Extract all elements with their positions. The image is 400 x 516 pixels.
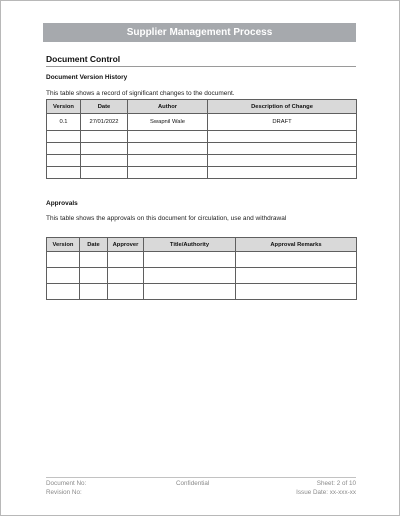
- document-title: Supplier Management Process: [126, 27, 273, 38]
- table-cell: [208, 167, 357, 179]
- footer-classification: Confidential: [176, 480, 210, 487]
- table-cell: [47, 284, 80, 300]
- table-row: [47, 252, 357, 268]
- column-header: Description of Change: [208, 100, 357, 114]
- column-header: Version: [47, 238, 80, 252]
- table-cell: [47, 143, 81, 155]
- table-row: [47, 268, 357, 284]
- table-cell: [80, 284, 108, 300]
- column-header: Title/Authority: [144, 238, 236, 252]
- column-header: Version: [47, 100, 81, 114]
- table-cell: [108, 268, 144, 284]
- table-cell: [108, 252, 144, 268]
- table-cell: 27/01/2022: [81, 114, 128, 131]
- table-row: [47, 114, 357, 131]
- column-header: Approver: [108, 238, 144, 252]
- table-row: [47, 284, 357, 300]
- table-cell: 0.1: [47, 114, 81, 131]
- table-cell: [47, 167, 81, 179]
- table-cell: [236, 268, 357, 284]
- table-cell: [81, 143, 128, 155]
- table-cell: [108, 284, 144, 300]
- table-cell: [236, 284, 357, 300]
- table-cell: [81, 155, 128, 167]
- heading-divider: [46, 66, 356, 67]
- table-cell: [236, 252, 357, 268]
- table-cell: [208, 131, 357, 143]
- column-header: Author: [128, 100, 208, 114]
- table-cell: [128, 167, 208, 179]
- footer-sheet: Sheet: 2 of 10: [316, 480, 356, 487]
- table-cell: [128, 143, 208, 155]
- table-cell: [81, 167, 128, 179]
- column-header: Date: [80, 238, 108, 252]
- version-history-intro: This table shows a record of significant changes to the document.: [46, 90, 235, 97]
- table-row: [47, 143, 357, 155]
- table-cell: [128, 131, 208, 143]
- table-cell: [47, 268, 80, 284]
- approvals-heading: Approvals: [46, 200, 78, 207]
- document-title-bar: [43, 23, 356, 42]
- table-row: [47, 155, 357, 167]
- table-cell: DRAFT: [208, 114, 357, 131]
- column-header: Approval Remarks: [236, 238, 357, 252]
- table-cell: [144, 252, 236, 268]
- approvals-intro: This table shows the approvals on this document for circulation, use and withdrawal: [46, 215, 287, 222]
- table-cell: [47, 252, 80, 268]
- version-history-table: [46, 99, 357, 179]
- footer-document-no: Document No:: [46, 480, 87, 487]
- table-cell: [81, 131, 128, 143]
- table-cell: [208, 155, 357, 167]
- approvals-table: [46, 237, 357, 300]
- table-cell: [144, 268, 236, 284]
- column-header: Date: [81, 100, 128, 114]
- page-footer: [46, 477, 356, 496]
- version-history-heading: Document Version History: [46, 74, 128, 81]
- table-header-row: [47, 238, 357, 252]
- table-cell: [208, 143, 357, 155]
- table-cell: [80, 268, 108, 284]
- document-control-heading: Document Control: [46, 54, 121, 64]
- table-cell: [47, 155, 81, 167]
- table-cell: [144, 284, 236, 300]
- table-cell: [47, 131, 81, 143]
- table-cell: Swapnil Wale: [128, 114, 208, 131]
- table-row: [47, 167, 357, 179]
- table-row: [47, 131, 357, 143]
- footer-revision-no: Revision No:: [46, 489, 82, 496]
- table-header-row: [47, 100, 357, 114]
- table-cell: [128, 155, 208, 167]
- table-cell: [80, 252, 108, 268]
- footer-issue-date: Issue Date: xx-xxx-xx: [296, 489, 356, 496]
